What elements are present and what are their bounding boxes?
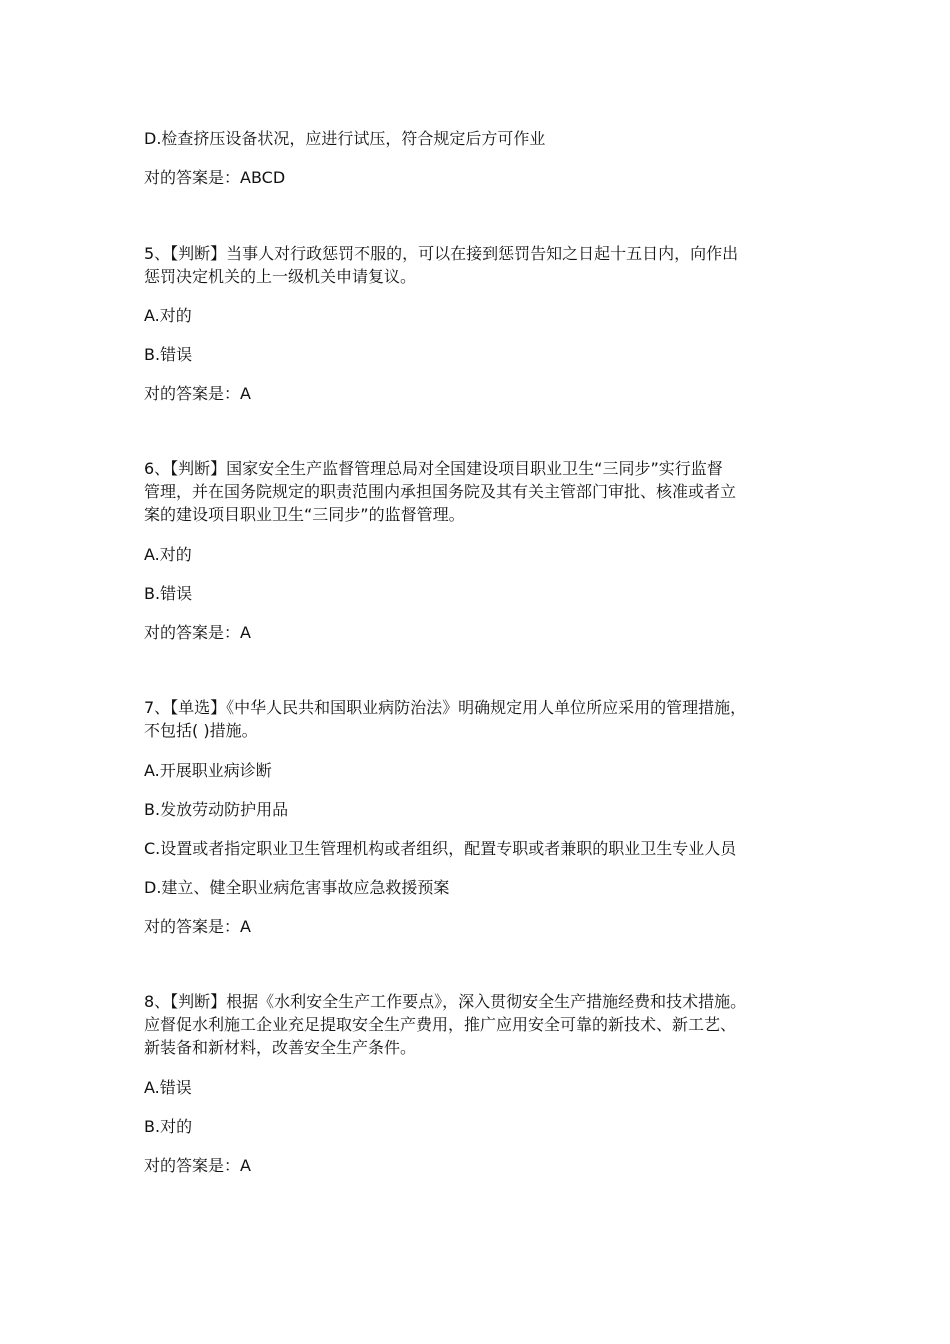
option-d: D.检查挤压设备状况，应进行试压，符合规定后方可作业 [144,129,546,148]
question-stem [144,242,824,288]
stem-line: 不包括( )措施。 [144,721,258,740]
answer-line: 对的答案是：A [144,384,251,403]
option-a: A.对的 [144,306,192,325]
answer-line: 对的答案是：A [144,917,251,936]
question-stem [144,696,824,742]
stem-line: 7、【单选】《中华人民共和国职业病防治法》明确规定用人单位所应采用的管理措施， [144,698,747,717]
option-a: A.错误 [144,1078,192,1097]
stem-line: 新装备和新材料，改善安全生产条件。 [144,1038,417,1057]
stem-line: 应督促水利施工企业充足提取安全生产费用，推广应用安全可靠的新技术、新工艺、 [144,1015,737,1034]
option-a: A.对的 [144,545,192,564]
option-b: B.错误 [144,584,193,603]
answer-line: 对的答案是：A [144,623,251,642]
answer-line: 对的答案是：ABCD [144,168,286,187]
question-stem [144,990,824,1059]
stem-line: 案的建设项目职业卫生“三同步”的监督管理。 [144,505,465,524]
question-stem [144,457,824,526]
stem-line: 6、【判断】国家安全生产监督管理总局对全国建设项目职业卫生“三同步”实行监督 [144,459,723,478]
stem-line: 5、【判断】当事人对行政惩罚不服的，可以在接到惩罚告知之日起十五日内，向作出 [144,244,739,263]
option-d: D.建立、健全职业病危害事故应急救援预案 [144,878,450,897]
stem-line: 惩罚决定机关的上一级机关申请复议。 [144,267,417,286]
option-c: C.设置或者指定职业卫生管理机构或者组织，配置专职或者兼职的职业卫生专业人员 [144,839,737,858]
option-a: A.开展职业病诊断 [144,761,272,780]
stem-line: 管理，并在国务院规定的职责范围内承担国务院及其有关主管部门审批、核准或者立 [144,482,737,501]
option-b: B.对的 [144,1117,193,1136]
option-b: B.错误 [144,345,193,364]
stem-line: 8、【判断】根据《水利安全生产工作要点》，深入贯彻安全生产措施经费和技术措施。 [144,992,747,1011]
option-b: B.发放劳动防护用品 [144,800,289,819]
answer-line: 对的答案是：A [144,1156,251,1175]
